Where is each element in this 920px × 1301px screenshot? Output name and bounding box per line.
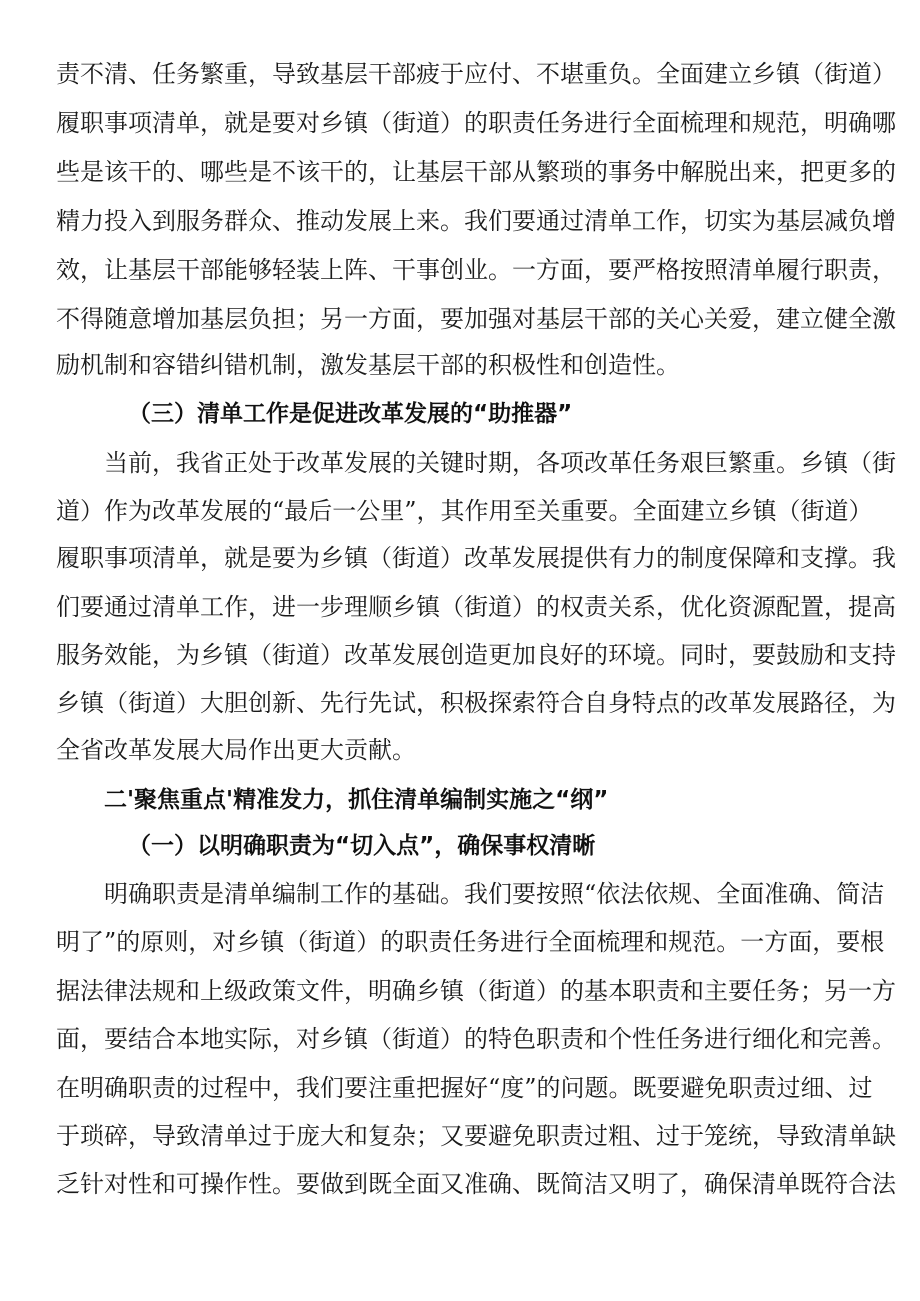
paragraph-2-line-4: 们要通过清单工作，进一步理顺乡镇（街道）的权责关系，优化资源配置，提高: [56, 593, 896, 621]
paragraph-1-line-1: 责不清、任务繁重，导致基层干部疲于应付、不堪重负。全面建立乡镇（街道）: [56, 60, 896, 88]
paragraph-3-line-7: 乏针对性和可操作性。要做到既全面又准确、既简洁又明了，确保清单既符合法: [56, 1170, 896, 1198]
section-heading-2: 二'聚焦重点'精准发力，抓住清单编制实施之“纲”: [104, 787, 609, 813]
paragraph-2-line-7: 全省改革发展大局作出更大贡献。: [56, 736, 416, 764]
paragraph-1-line-2: 履职事项清单，就是要对乡镇（街道）的职责任务进行全面梳理和规范，明确哪: [56, 109, 896, 137]
paragraph-1-line-4: 精力投入到服务群众、推动发展上来。我们要通过清单工作，切实为基层减负增: [56, 207, 896, 235]
paragraph-1-line-5: 效，让基层干部能够轻装上阵、干事创业。一方面，要严格按照清单履行职责，: [56, 256, 896, 284]
paragraph-2-line-6: 乡镇（街道）大胆创新、先行先试，积极探索符合自身特点的改革发展路径，为: [56, 689, 896, 717]
paragraph-3-line-4: 面，要结合本地实际，对乡镇（街道）的特色职责和个性任务进行细化和完善。: [56, 1025, 896, 1053]
subsection-heading-1: （一）以明确职责为“切入点”，确保事权清晰: [128, 833, 596, 859]
paragraph-2-line-5: 服务效能，为乡镇（街道）改革发展创造更加良好的环境。同时，要鼓励和支持: [56, 641, 896, 669]
paragraph-2-line-1: 当前，我省正处于改革发展的关键时期，各项改革任务艰巨繁重。乡镇（街: [104, 449, 896, 477]
paragraph-1-line-3: 些是该干的、哪些是不该干的，让基层干部从繁琐的事务中解脱出来，把更多的: [56, 158, 896, 186]
paragraph-3-line-5: 在明确职责的过程中，我们要注重把握好“度”的问题。既要避免职责过细、过: [56, 1074, 873, 1102]
paragraph-3-line-3: 据法律法规和上级政策文件，明确乡镇（街道）的基本职责和主要任务；另一方: [56, 977, 896, 1005]
paragraph-1-line-6: 不得随意增加基层负担；另一方面，要加强对基层干部的关心关爱，建立健全激: [56, 305, 896, 333]
paragraph-1-line-7: 励机制和容错纠错机制，激发基层干部的积极性和创造性。: [56, 351, 680, 379]
paragraph-2-line-3: 履职事项清单，就是要为乡镇（街道）改革发展提供有力的制度保障和支撑。我: [56, 544, 896, 572]
paragraph-2-line-2: 道）作为改革发展的“最后一公里”，其作用至关重要。全面建立乡镇（街道）: [56, 497, 873, 525]
paragraph-3-line-1: 明确职责是清单编制工作的基础。我们要按照“依法依规、全面准确、简洁: [104, 880, 885, 908]
section-heading-3: （三）清单工作是促进改革发展的“助推器”: [128, 401, 573, 427]
paragraph-3-line-2: 明了”的原则，对乡镇（街道）的职责任务进行全面梳理和规范。一方面，要根: [56, 928, 885, 956]
paragraph-3-line-6: 于琐碎，导致清单过于庞大和复杂；又要避免职责过粗、过于笼统，导致清单缺: [56, 1122, 896, 1150]
